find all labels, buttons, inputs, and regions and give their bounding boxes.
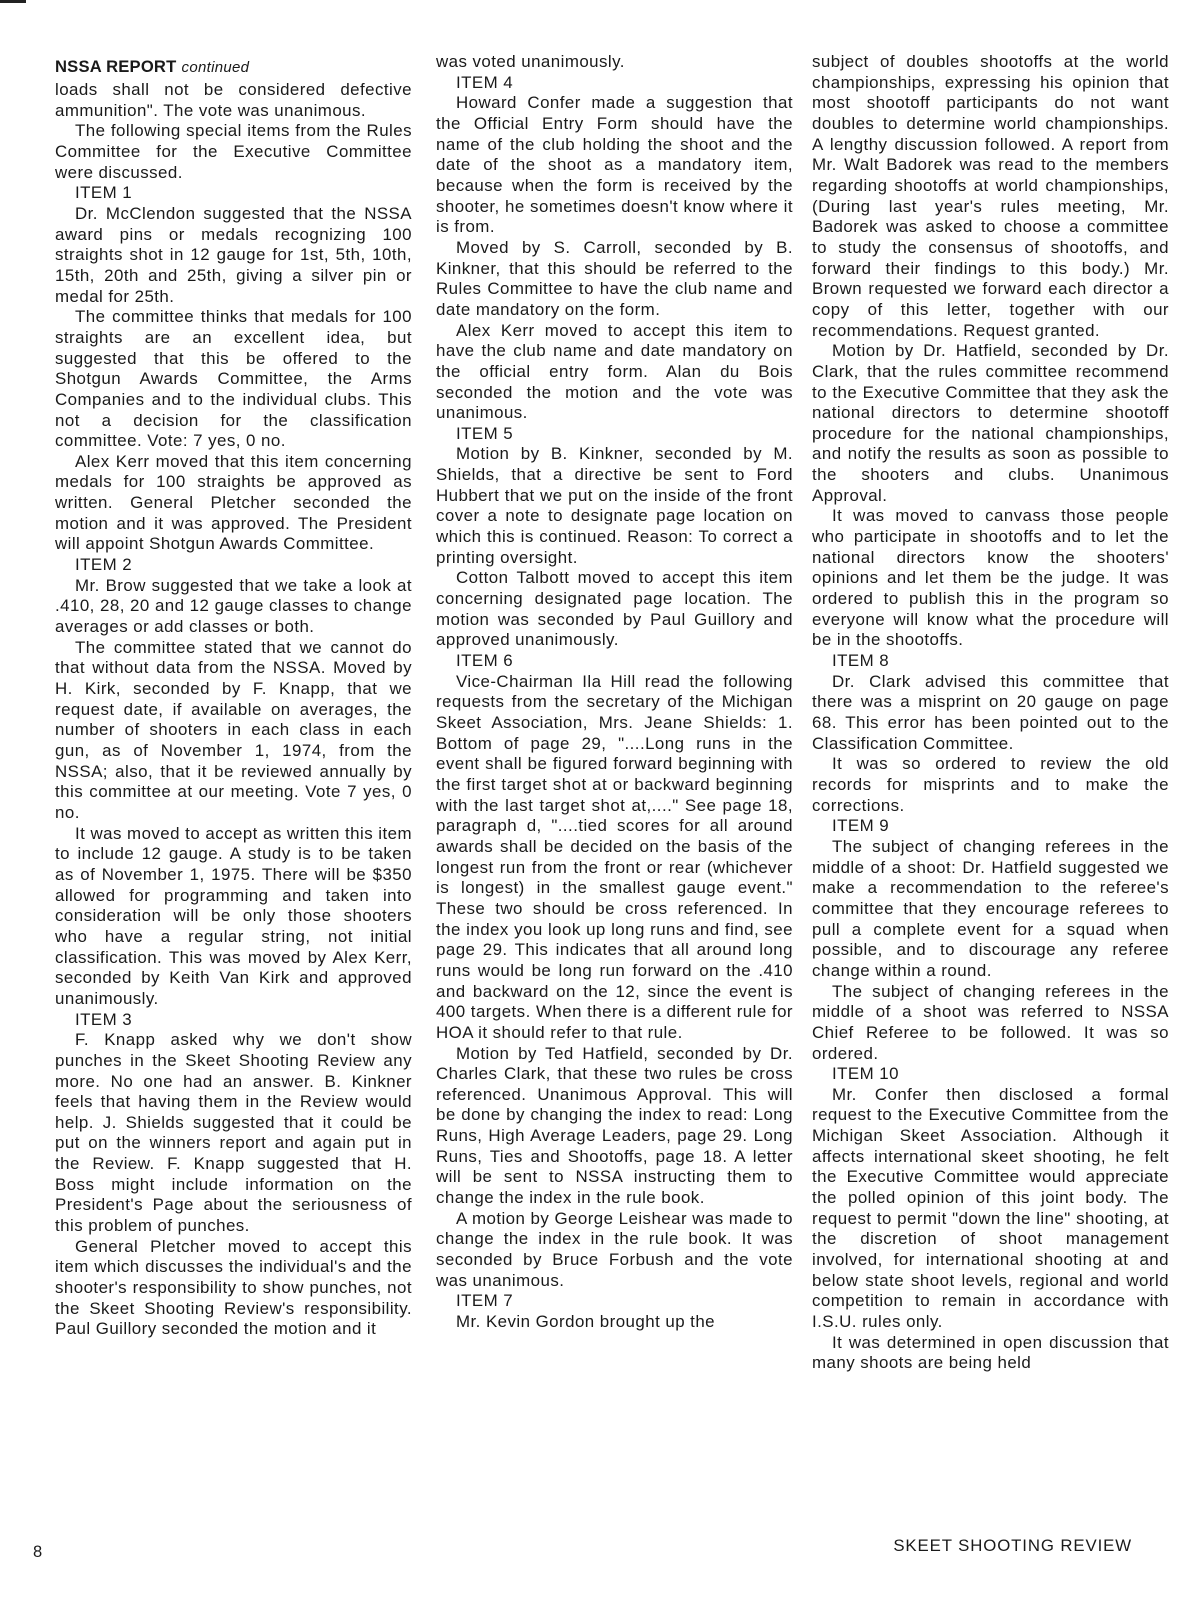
paragraph: Mr. Kevin Gordon brought up the bbox=[456, 1312, 716, 1332]
section-header-label: NSSA REPORT bbox=[55, 57, 177, 76]
paragraph: Dr. Clark advised this committee that there was a misprint on 20 gauge on page 68. This error has been pointed out to the Classification Committee. bbox=[812, 671, 1169, 753]
paragraph: Alex Kerr moved that this item concerning medals for 100 straights be approved as written. General Pletcher seconded the motion and it was approved. The President will appoint Shotgun Awards Committee. bbox=[55, 451, 412, 554]
paragraph: General Pletcher moved to accept this item which discusses the individual's and the shooter's responsibility to show punches, not the Skeet Shooting Review's responsibility. Paul Guillory seconded the motion and it bbox=[55, 1236, 412, 1339]
paragraph: The committee thinks that medals for 100 straights are an excellent idea, but suggested that this be offered to the Shotgun Awards Committee, the Arms Companies and to the individual clubs. This not a decision for the classification committee. Vote: 7 yes, 0 no. bbox=[55, 307, 412, 451]
item-heading: ITEM 4 bbox=[456, 72, 514, 92]
item-heading: ITEM 7 bbox=[456, 1291, 514, 1311]
paragraph: Vice-Chairman Ila Hill read the following requests from the secretary of the Michigan Skeet Association, Mrs. Jeane Shields: 1. Bottom of page 29, "....Long runs in the event shall be figured forward beginning with the first target shot at or backward beginning with the last target shot at,...." See page 18, paragraph d, "....tied scores for all around awards shall be decided on the basis of the longest run from the front or rear (whichever is longest) in the smallest gauge event." These two should be cross referenced. In the index you look up long runs and find, see page 29. This indicates that all around long runs would be long run forward on the .410 and backward on the 12, since the event is 400 targets. When there is a different rule for HOA it should refer to that rule. bbox=[436, 671, 793, 1042]
item-heading: ITEM 5 bbox=[456, 423, 514, 443]
paragraph: Moved by S. Carroll, seconded by B. Kinkner, that this should be referred to the Rules Committee to have the club name and date mandatory on the form. bbox=[436, 237, 793, 319]
section-header-continued: continued bbox=[181, 59, 250, 76]
item-heading: ITEM 6 bbox=[456, 651, 514, 671]
paragraph: Howard Confer made a suggestion that the Official Entry Form should have the name of the club holding the shoot and the date of the shoot as a mandatory item, because when the form is received by the shooter, he sometimes doesn't know where it is from. bbox=[436, 93, 793, 237]
paragraph: The following special items from the Rules Committee for the Executive Committee were discussed. bbox=[55, 121, 412, 182]
article-column-1-body bbox=[55, 80, 412, 1340]
magazine-name: SKEET SHOOTING REVIEW bbox=[893, 1536, 1132, 1555]
item-heading: ITEM 10 bbox=[832, 1064, 899, 1084]
paragraph: The subject of changing referees in the middle of a shoot was referred to NSSA Chief Referee to be followed. It was so ordered. bbox=[812, 981, 1169, 1063]
paragraph: loads shall not be considered defective ammunition". The vote was unanimous. bbox=[55, 80, 412, 120]
paragraph: It was so ordered to review the old records for misprints and to make the corrections. bbox=[812, 754, 1169, 815]
item-heading: ITEM 8 bbox=[832, 651, 890, 671]
paragraph: Mr. Confer then disclosed a formal request to the Executive Committee from the Michigan Skeet Association. Although it affects international skeet shooting, he felt the Executive Committee would appreciate the polled opinion of this joint body. The request to permit "down the line" shooting, at the discretion of shoot management involved, for international shooting at and below state shoot levels, regional and world competition to remain in accordance with I.S.U. rules only. bbox=[812, 1084, 1169, 1332]
paragraph: subject of doubles shootoffs at the world championships, expressing his opinion that most shootoff participants do not want doubles to determine world championships. A lengthy discussion followed. A report from Mr. Walt Badorek was read to the members regarding shootoffs at world championships, (During last year's rules meeting, Mr. Badorek was asked to choose a committee to study the consensus of shootoffs, and forward their findings to this body.) Mr. Brown requested we forward each director a copy of this letter, together with our recommendations. Request granted. bbox=[812, 52, 1169, 340]
section-header bbox=[55, 56, 412, 78]
paragraph: F. Knapp asked why we don't show punches in the Skeet Shooting Review any more. No one had an answer. B. Kinkner feels that having them in the Review would help. J. Shields suggested that it could be put on the winners report and again put in the Review. F. Knapp suggested that H. Boss might include information on the President's Page about the seriousness of this problem of punches. bbox=[55, 1030, 412, 1236]
item-heading: ITEM 9 bbox=[832, 816, 890, 836]
article-column-1 bbox=[55, 56, 412, 1340]
article-column-3 bbox=[812, 52, 1169, 1374]
paragraph: Motion by Dr. Hatfield, seconded by Dr. Clark, that the rules committee recommend to the Executive Committee that they ask the national directors to determine shootoff procedure for the national championships, and notify the results as soon as possible to the shooters and clubs. Unanimous Approval. bbox=[812, 341, 1169, 505]
article-column-2-body bbox=[436, 52, 793, 1333]
page-number: 8 bbox=[33, 1543, 43, 1561]
paragraph: A motion by George Leishear was made to change the index in the rule book. It was seconded by Bruce Forbush and the vote was unanimous. bbox=[436, 1208, 793, 1290]
paragraph: Mr. Brow suggested that we take a look at .410, 28, 20 and 12 gauge classes to change averages or add classes or both. bbox=[55, 575, 412, 637]
paragraph: It was moved to canvass those people who participate in shootoffs and to let the national directors know the shooters' opinions and let them be the judge. It was ordered to publish this in the program so everyone will know what the procedure will be in the shootoffs. bbox=[812, 506, 1169, 650]
article-column-3-body bbox=[812, 52, 1169, 1374]
item-heading: ITEM 1 bbox=[75, 183, 133, 203]
corner-mark bbox=[0, 0, 26, 3]
paragraph: Motion by Ted Hatfield, seconded by Dr. Charles Clark, that these two rules be cross referenced. Unanimous Approval. This will be done by changing the index to read: Long Runs, High Average Leaders, page 29. Long Runs, Ties and Shootoffs, page 18. A letter will be sent to NSSA instructing them to change the index in the rule book. bbox=[436, 1043, 793, 1208]
paragraph: The subject of changing referees in the middle of a shoot: Dr. Hatfield suggested we make a recommendation to the referee's committee that they encourage referees to pull a complete event for a squad when possible, and to discourage any referee change within a round. bbox=[812, 836, 1169, 980]
paragraph: The committee stated that we cannot do that without data from the NSSA. Moved by H. Kirk, seconded by F. Knapp, that we request date, if available on averages, the number of shooters in each class in each gun, as of November 1, 1974, from the NSSA; also, that it be reviewed annually by this committee at our meeting. Vote 7 yes, 0 no. bbox=[55, 637, 412, 822]
item-heading: ITEM 3 bbox=[75, 1009, 133, 1029]
paragraph: Cotton Talbott moved to accept this item concerning designated page location. The motion was seconded by Paul Guillory and approved unanimously. bbox=[436, 568, 793, 650]
paragraph: was voted unanimously. bbox=[436, 52, 625, 71]
item-heading: ITEM 2 bbox=[75, 555, 133, 575]
article-column-2 bbox=[436, 52, 793, 1333]
paragraph: It was determined in open discussion that many shoots are being held bbox=[812, 1332, 1169, 1373]
paragraph: It was moved to accept as written this item to include 12 gauge. A study is to be taken as of November 1, 1975. There will be $350 allowed for programming and taken into consideration will be only those shooters who have a regular string, not initial classification. This was moved by Alex Kerr, seconded by Keith Van Kirk and approved unanimously. bbox=[55, 823, 412, 1008]
paragraph: Alex Kerr moved to accept this item to have the club name and date mandatory on the official entry form. Alan du Bois seconded the motion and the vote was unanimous. bbox=[436, 320, 793, 423]
paragraph: Dr. McClendon suggested that the NSSA award pins or medals recognizing 100 straights shot in 12 gauge for 1st, 5th, 10th, 15th, 20th and 25th, giving a silver pin or medal for 25th. bbox=[55, 203, 412, 306]
paragraph: Motion by B. Kinkner, seconded by M. Shields, that a directive be sent to Ford Hubbert that we put on the inside of the front cover a note to designate page location on which this is continued. Reason: To correct a printing oversight. bbox=[436, 444, 793, 567]
